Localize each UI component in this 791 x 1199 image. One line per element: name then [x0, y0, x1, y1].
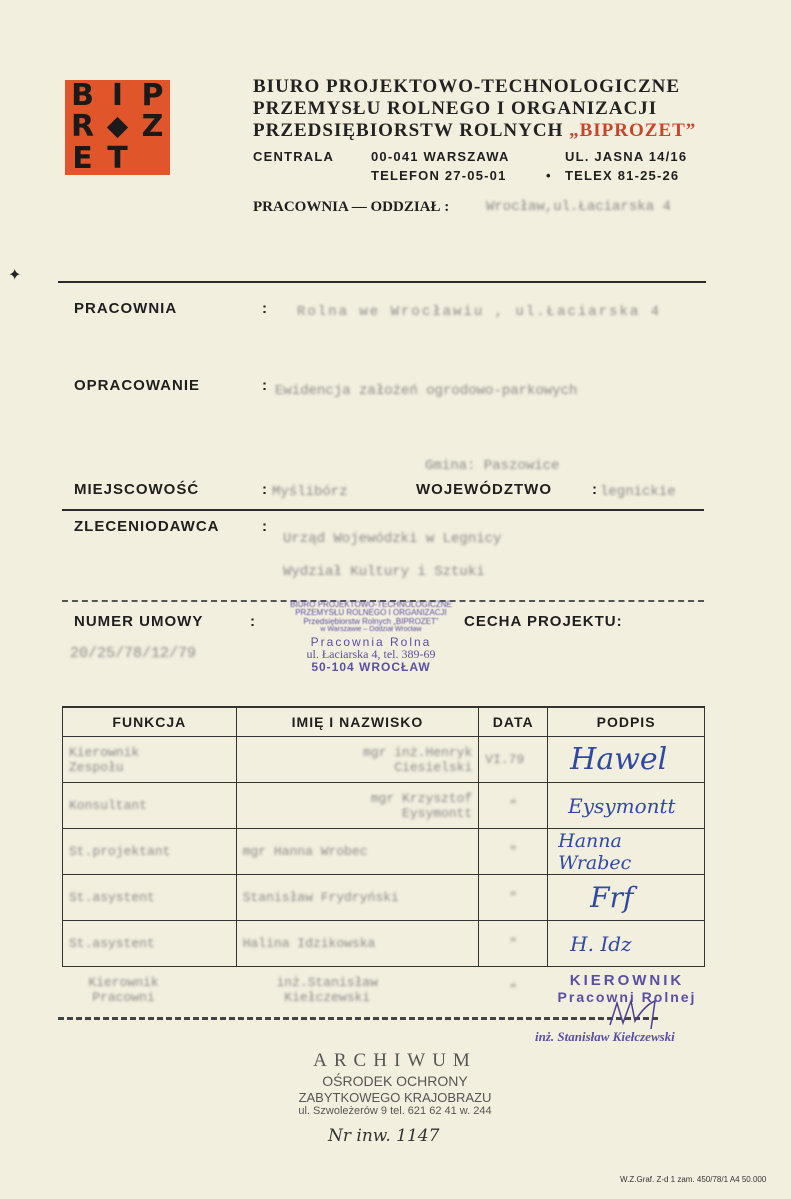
- stamp-line: ul. Szwoleżerów 9 tel. 621 62 41 w. 244: [298, 1105, 492, 1118]
- nazwisko-cell: inż.Stanisław Kiełczewski: [276, 974, 378, 1005]
- stamp-line: w Warszawie – Oddział Wrocław: [320, 626, 422, 634]
- data-cell: ": [509, 798, 518, 813]
- stamp-line: KIEROWNIK: [569, 972, 685, 989]
- zleceniodawca-value-line1: Urząd Wojewódzki w Legnicy: [283, 531, 502, 547]
- zleceniodawca-label: ZLECENIODAWCA: [74, 518, 220, 535]
- org-name-line3: [253, 120, 696, 142]
- opracowanie-value: Ewidencja założeń ogrodowo-parkowych: [275, 383, 578, 399]
- punch-mark: ✦: [8, 267, 22, 284]
- stamp-line: Pracownia Rolna: [310, 634, 432, 649]
- nazwisko-cell: mgr inż.Henryk Ciesielski: [363, 744, 473, 775]
- column-header: FUNKCJA: [63, 707, 237, 737]
- table-row: [63, 737, 705, 783]
- column-header: IMIĘ I NAZWISKO: [236, 707, 479, 737]
- org-brand: „BIPROZET”: [569, 120, 697, 141]
- fields-divider: [62, 509, 704, 511]
- nazwisko-cell: mgr Hanna Wrobec: [242, 844, 368, 859]
- data-cell: ": [509, 982, 518, 997]
- branch-label: PRACOWNIA — ODDZIAŁ :: [253, 199, 450, 215]
- biprozet-logo: [65, 77, 170, 177]
- signature: H. Idz: [570, 931, 632, 956]
- opracowanie-label: OPRACOWANIE: [74, 377, 201, 394]
- miejscowosc-value: Myślibórz: [272, 484, 348, 500]
- gmina-value: Gmina: Paszowice: [425, 458, 560, 474]
- signature: Hawel: [570, 742, 668, 777]
- kierownik-name: inż. Stanisław Kiełczewski: [535, 1029, 675, 1044]
- logo-diamond: [100, 112, 135, 144]
- nazwisko-cell: mgr Krzysztof Eysymontt: [370, 790, 473, 821]
- colon: :: [262, 377, 268, 394]
- table-row: [63, 875, 705, 921]
- wojewodztwo-label: WOJEWÓDZTWO: [416, 481, 552, 498]
- funkcja-cell: St.projektant: [69, 844, 171, 859]
- funkcja-cell: Kierownik Zespołu: [69, 744, 140, 775]
- logo-letter: B: [71, 77, 94, 113]
- data-cell: ": [509, 890, 518, 905]
- miejscowosc-label: MIEJSCOWOŚĆ: [74, 481, 200, 498]
- inventory-number: Nr inw. 1147: [328, 1126, 440, 1146]
- stamp-line: BIURO PROJEKTOWO-TECHNOLOGICZNE: [290, 600, 452, 609]
- org-name-line1: BIURO PROJEKTOWO-TECHNOLOGICZNE: [253, 76, 681, 97]
- stamp-line: Pracowni Rolnej: [557, 989, 697, 1005]
- column-header: PODPIS: [548, 707, 705, 737]
- colon: :: [262, 518, 268, 535]
- stamp-line: ZABYTKOWEGO KRAJOBRAZU: [298, 1089, 492, 1105]
- colon: :: [250, 613, 256, 630]
- zleceniodawca-value-line2: Wydział Kultury i Sztuki: [283, 564, 485, 580]
- stamp-line: PRZEMYSŁU ROLNEGO I ORGANIZACJI: [295, 608, 447, 618]
- colon: :: [262, 300, 268, 317]
- logo-letter: I: [111, 77, 124, 113]
- print-code: W.Z.Graf. Z-d 1 zam. 450/78/1 A4 50.000: [620, 1175, 767, 1184]
- funkcja-cell: Kierownik Pracowni: [88, 974, 159, 1005]
- stamp-line: 50-104 WROCŁAW: [311, 659, 431, 674]
- org-name-prefix: PRZEDSIĘBIORSTW ROLNYCH: [253, 120, 570, 141]
- staff-table: [62, 706, 705, 1012]
- org-name-line2: PRZEMYSŁU ROLNEGO I ORGANIZACJI: [253, 98, 658, 119]
- data-cell: ": [509, 844, 518, 859]
- kierownik-signature-mark: [605, 995, 675, 1035]
- office-stamp: [256, 601, 486, 673]
- nazwisko-cell: Halina Idzikowska: [242, 936, 376, 951]
- cecha-projektu-label: CECHA PROJEKTU:: [464, 613, 623, 630]
- pracownia-value: Rolna we Wrocławiu , ul.Łaciarska 4: [297, 304, 662, 320]
- logo-letter: E: [72, 141, 93, 177]
- numer-umowy-value: 20/25/78/12/79: [70, 645, 197, 662]
- colon: :: [592, 481, 598, 498]
- logo-filler: [135, 143, 170, 175]
- telex-number: TELEX 81-25-26: [565, 168, 680, 183]
- table-header-row: [63, 707, 705, 737]
- colon: :: [262, 481, 268, 498]
- logo-letter: Z: [141, 109, 164, 145]
- column-header: DATA: [479, 707, 548, 737]
- signature: Frf: [590, 881, 634, 914]
- nazwisko-cell: Stanisław Frydryński: [242, 890, 399, 905]
- stamp-line: Przedsiębiorstw Rolnych „BIPROZET”: [303, 616, 439, 626]
- funkcja-cell: St.asystent: [69, 890, 155, 905]
- bullet: •: [546, 168, 552, 183]
- logo-letter: T: [107, 141, 128, 177]
- logo-letter: P: [141, 77, 164, 113]
- table-row: [63, 921, 705, 967]
- stamp-line: OŚRODEK OCHRONY: [322, 1072, 468, 1089]
- funkcja-cell: Konsultant: [69, 798, 148, 813]
- centrala-street: UL. JASNA 14/16: [565, 149, 688, 164]
- signature: Hanna Wrabec: [558, 829, 632, 874]
- branch-value: Wrocław,ul.Łaciarska 4: [486, 199, 671, 215]
- table-row: [63, 783, 705, 829]
- stamp-line: ul. Łaciarska 4, tel. 389-69: [306, 647, 436, 662]
- phone-number: TELEFON 27-05-01: [371, 168, 507, 183]
- table-row: [63, 829, 705, 875]
- header-divider: [58, 281, 706, 283]
- stamp-line: ARCHIWUM: [313, 1050, 477, 1071]
- table-bottom-line: [58, 1017, 658, 1020]
- archive-stamp: [280, 1050, 510, 1118]
- data-cell: ": [509, 936, 518, 951]
- wojewodztwo-value: legnickie: [600, 484, 676, 500]
- numer-umowy-label: NUMER UMOWY: [74, 613, 204, 630]
- data-cell: VI.79: [485, 752, 525, 767]
- centrala-label: CENTRALA: [253, 149, 335, 164]
- funkcja-cell: St.asystent: [69, 936, 155, 951]
- logo-letter: R: [70, 109, 95, 145]
- centrala-city: 00-041 WARSZAWA: [371, 149, 510, 164]
- pracownia-label: PRACOWNIA: [74, 300, 178, 317]
- signature: Eysymontt: [568, 793, 676, 818]
